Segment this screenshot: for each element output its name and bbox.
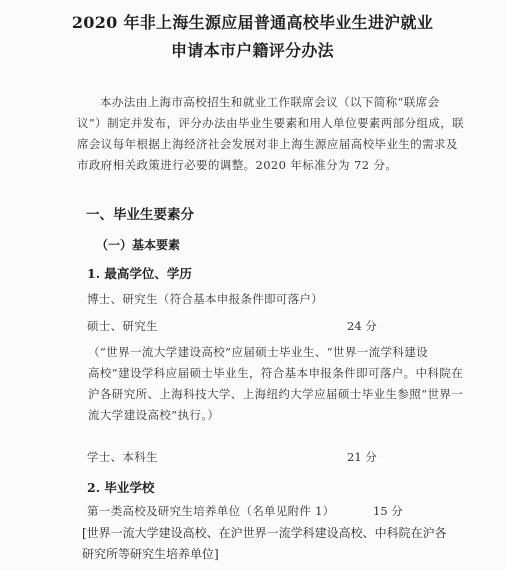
master-note-line: 沪各研究所、上海科技大学、上海纽约大学应届硕士毕业生参照“世界一	[88, 387, 464, 401]
document-title-line-2: 申请本市户籍评分办法	[170, 41, 334, 60]
doctor-line: 博士、研究生（符合基本申报条件即可落户）	[87, 292, 323, 306]
intro-paragraph	[77, 92, 481, 176]
tier1-note	[82, 523, 486, 565]
tier1-score: 15 分	[373, 504, 403, 518]
master-note-line: 流大学建设高校”执行。）	[88, 408, 220, 422]
tier1-note-line: [世界一流大学建设高校、在沪世界一流学科建设高校、中科院在沪各	[82, 526, 447, 540]
intro-line: 议”）制定并发布，评分办法由毕业生要素和用人单位要素两部分组成，联	[77, 116, 465, 130]
master-label: 硕士、研究生	[87, 319, 158, 333]
bachelor-score: 21 分	[347, 450, 377, 464]
intro-line: 本办法由上海市高校招生和就业工作联席会议（以下简称“联席会	[100, 95, 440, 109]
item-heading-school: 2. 毕业学校	[87, 480, 155, 495]
intro-line: 席会议每年根据上海经济社会发展对非上海生源应届高校毕业生的需求及	[77, 137, 458, 151]
document-title-line-1: 2020 年非上海生源应届普通高校毕业生进沪就业	[71, 13, 434, 32]
tier1-note-line: 研究所等研究生培养单位]	[82, 547, 219, 561]
master-note-line: 高校”建设学科应届硕士毕业生，符合基本申报条件即可落户。中科院在	[88, 366, 464, 380]
master-note	[88, 342, 488, 426]
subsection-heading-basic-factors: （一）基本要素	[96, 238, 181, 252]
master-note-line: （“世界一流大学建设高校”应届硕士毕业生、“世界一流学科建设	[88, 345, 429, 359]
master-score: 24 分	[347, 319, 377, 333]
section-heading-graduate-factors: 一、毕业生要素分	[86, 207, 194, 223]
item-heading-degree: 1. 最高学位、学历	[87, 266, 192, 281]
bachelor-label: 学士、本科生	[87, 450, 158, 464]
intro-line: 市政府相关政策进行必要的调整。2020 年标准分为 72 分。	[77, 158, 398, 172]
tier1-label: 第一类高校及研究生培养单位（名单见附件 1）	[87, 504, 335, 518]
